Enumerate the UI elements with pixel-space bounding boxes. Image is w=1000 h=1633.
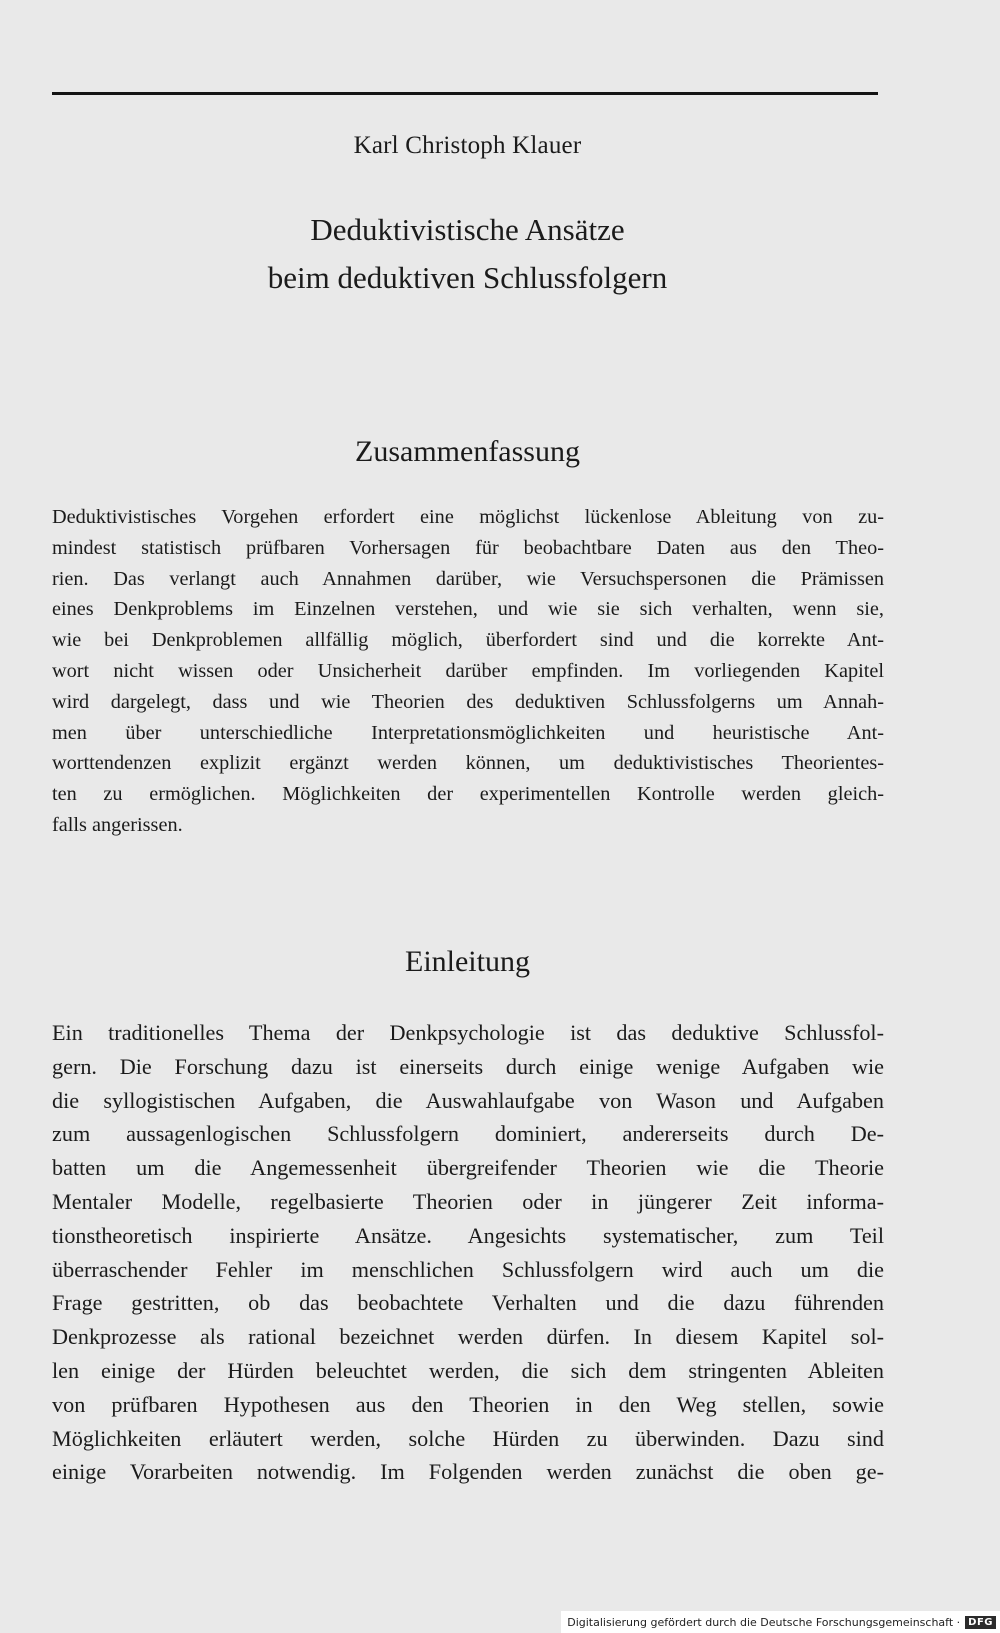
text-line: rien. Das verlangt auch Annahmen darüber, wie Versuchspersonen die Prämissen xyxy=(52,567,884,590)
text-line: gern. Die Forschung dazu ist einerseits durch einige wenige Aufgaben wie xyxy=(52,1053,884,1079)
text-line: men über unterschiedliche Interpretationsmöglichkeiten und heuristische Ant- xyxy=(52,721,884,744)
text-line: Ein traditionelles Thema der Denkpsychologie ist das deduktive Schlussfol- xyxy=(52,1020,884,1045)
text-line: tionstheoretisch inspirierte Ansätze. Angesichts systematischer, zum Teil xyxy=(52,1222,884,1248)
abstract-paragraph xyxy=(52,502,884,841)
text-line: wird dargelegt, dass und wie Theorien des deduktiven Schlussfolgerns um Annah- xyxy=(52,690,884,713)
digitization-footer xyxy=(561,1611,1000,1633)
text-line: Deduktivistisches Vorgehen erfordert eine möglichst lückenlose Ableitung von zu- xyxy=(52,506,884,528)
text-line: Frage gestritten, ob das beobachtete Verhalten und die dazu führenden xyxy=(52,1290,884,1316)
text-line: worttendenzen explizit ergänzt werden können, um deduktivistisches Theorientes- xyxy=(52,752,884,775)
text-line: wie bei Denkproblemen allfällig möglich, überfordert sind und die korrekte Ant- xyxy=(52,629,884,652)
footer-text: Digitalisierung gefördert durch die Deutsche Forschungsgemeinschaft · xyxy=(567,1615,961,1629)
text-line: von prüfbaren Hypothesen aus den Theorien in den Weg stellen, sowie xyxy=(52,1391,884,1417)
text-line: die syllogistischen Aufgaben, die Auswahlaufgabe von Wason und Aufgaben xyxy=(52,1087,884,1113)
text-line: zum aussagenlogischen Schlussfolgern dominiert, andererseits durch De- xyxy=(52,1121,884,1147)
dfg-logo: DFG xyxy=(965,1616,996,1629)
text-line: wort nicht wissen oder Unsicherheit darüber empfinden. Im vorliegenden Kapitel xyxy=(52,659,884,682)
abstract-heading: Zusammenfassung xyxy=(355,435,580,468)
text-line: eines Denkproblems im Einzelnen verstehen, und wie sie sich verhalten, wenn sie, xyxy=(52,598,884,621)
text-line: falls angerissen. xyxy=(52,813,183,836)
text-line: mindest statistisch prüfbaren Vorhersagen für beobachtbare Daten aus den Theo- xyxy=(52,536,884,559)
intro-paragraph xyxy=(52,1016,884,1489)
text-line: batten um die Angemessenheit übergreifender Theorien wie die Theorie xyxy=(52,1155,884,1181)
intro-heading: Einleitung xyxy=(405,945,530,978)
chapter-title-line-1: Deduktivistische Ansätze xyxy=(310,212,625,247)
text-line: Mentaler Modelle, regelbasierte Theorien oder in jüngerer Zeit informa- xyxy=(52,1188,884,1214)
text-line: ten zu ermöglichen. Möglichkeiten der experimentellen Kontrolle werden gleich- xyxy=(52,783,884,806)
text-line: len einige der Hürden beleuchtet werden, die sich dem stringenten Ableiten xyxy=(52,1357,884,1383)
text-line: überraschender Fehler im menschlichen Schlussfolgern wird auch um die xyxy=(52,1256,884,1282)
text-line: einige Vorarbeiten notwendig. Im Folgenden werden zunächst die oben ge- xyxy=(52,1459,884,1485)
author-name: Karl Christoph Klauer xyxy=(353,132,582,159)
chapter-title xyxy=(0,206,935,302)
header-rule xyxy=(52,92,878,95)
text-line: Denkprozesse als rational bezeichnet werden dürfen. In diesem Kapitel sol- xyxy=(52,1324,884,1350)
text-line: Möglichkeiten erläutert werden, solche Hürden zu überwinden. Dazu sind xyxy=(52,1425,884,1451)
chapter-title-line-2: beim deduktiven Schlussfolgern xyxy=(267,260,668,295)
